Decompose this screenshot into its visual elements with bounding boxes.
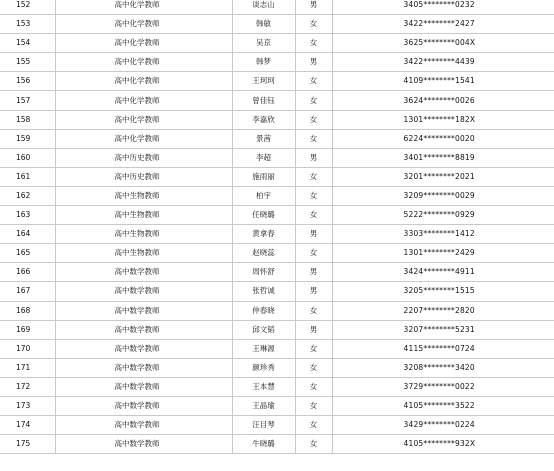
name-cell: 王珂珂 — [232, 72, 295, 91]
row-index-cell: 174 — [0, 416, 55, 435]
table-row — [0, 320, 554, 339]
id-number-cell: 4105********932X — [332, 435, 554, 454]
row-index-cell: 153 — [0, 15, 55, 34]
row-index-cell: 165 — [0, 244, 55, 263]
id-number-cell: 3422********2427 — [332, 15, 554, 34]
gender-cell: 男 — [295, 263, 332, 282]
gender-cell: 男 — [295, 282, 332, 301]
gender-cell: 男 — [295, 320, 332, 339]
position-cell: 高中生物教师 — [55, 206, 232, 225]
id-number-cell: 3424********4911 — [332, 263, 554, 282]
position-cell: 高中化学教师 — [55, 72, 232, 91]
table-row — [0, 72, 554, 91]
gender-cell: 女 — [295, 34, 332, 53]
name-cell: 颜珍秀 — [232, 358, 295, 377]
name-cell: 李嘉欣 — [232, 110, 295, 129]
id-number-cell: 5222********0929 — [332, 206, 554, 225]
table-row — [0, 186, 554, 205]
name-cell: 牛晓璐 — [232, 435, 295, 454]
position-cell: 高中化学教师 — [55, 15, 232, 34]
gender-cell: 女 — [295, 167, 332, 186]
row-index-cell: 161 — [0, 167, 55, 186]
position-cell: 高中数学教师 — [55, 282, 232, 301]
table-row — [0, 282, 554, 301]
position-cell: 高中化学教师 — [55, 129, 232, 148]
table-row — [0, 435, 554, 454]
id-number-cell: 3401********8819 — [332, 148, 554, 167]
gender-cell: 女 — [295, 129, 332, 148]
row-index-cell: 170 — [0, 339, 55, 358]
gender-cell: 女 — [295, 396, 332, 415]
gender-cell: 女 — [295, 416, 332, 435]
gender-cell: 女 — [295, 358, 332, 377]
id-number-cell: 1301********2429 — [332, 244, 554, 263]
row-index-cell: 152 — [0, 0, 55, 15]
position-cell: 高中化学教师 — [55, 91, 232, 110]
name-cell: 王琳源 — [232, 339, 295, 358]
name-cell: 赵晓蕊 — [232, 244, 295, 263]
name-cell: 王本慧 — [232, 377, 295, 396]
table-row — [0, 129, 554, 148]
table-row — [0, 0, 554, 15]
table-row — [0, 15, 554, 34]
table-row — [0, 339, 554, 358]
row-index-cell: 162 — [0, 186, 55, 205]
gender-cell: 男 — [295, 148, 332, 167]
id-number-cell: 3201********2021 — [332, 167, 554, 186]
table-row — [0, 263, 554, 282]
row-index-cell: 171 — [0, 358, 55, 377]
id-number-cell: 4109********1541 — [332, 72, 554, 91]
row-index-cell: 172 — [0, 377, 55, 396]
id-number-cell: 4105********3522 — [332, 396, 554, 415]
table-row — [0, 167, 554, 186]
name-cell: 谈志山 — [232, 0, 295, 15]
gender-cell: 女 — [295, 72, 332, 91]
id-number-cell: 3208********3420 — [332, 358, 554, 377]
row-index-cell: 163 — [0, 206, 55, 225]
table-row — [0, 148, 554, 167]
row-index-cell: 166 — [0, 263, 55, 282]
row-index-cell: 160 — [0, 148, 55, 167]
table-row — [0, 91, 554, 110]
id-number-cell: 3624********0026 — [332, 91, 554, 110]
name-cell: 韩敏 — [232, 15, 295, 34]
table-row — [0, 244, 554, 263]
name-cell: 黄拿春 — [232, 225, 295, 244]
table-row — [0, 358, 554, 377]
id-number-cell: 3625********004X — [332, 34, 554, 53]
table-row — [0, 110, 554, 129]
row-index-cell: 173 — [0, 396, 55, 415]
position-cell: 高中生物教师 — [55, 225, 232, 244]
row-index-cell: 169 — [0, 320, 55, 339]
name-cell: 李超 — [232, 148, 295, 167]
table-row — [0, 416, 554, 435]
position-cell: 高中数学教师 — [55, 377, 232, 396]
id-number-cell: 3303********1412 — [332, 225, 554, 244]
id-number-cell: 3405********0232 — [332, 0, 554, 15]
name-cell: 吴京 — [232, 34, 295, 53]
gender-cell: 女 — [295, 91, 332, 110]
name-cell: 曾佳钰 — [232, 91, 295, 110]
gender-cell: 男 — [295, 53, 332, 72]
id-number-cell: 2207********2820 — [332, 301, 554, 320]
position-cell: 高中历史教师 — [55, 148, 232, 167]
row-index-cell: 156 — [0, 72, 55, 91]
name-cell: 施雨丽 — [232, 167, 295, 186]
id-number-cell: 4115********0724 — [332, 339, 554, 358]
table-row — [0, 225, 554, 244]
table-row — [0, 34, 554, 53]
position-cell: 高中数学教师 — [55, 263, 232, 282]
row-index-cell: 154 — [0, 34, 55, 53]
gender-cell: 女 — [295, 301, 332, 320]
row-index-cell: 157 — [0, 91, 55, 110]
gender-cell: 女 — [295, 339, 332, 358]
position-cell: 高中生物教师 — [55, 186, 232, 205]
gender-cell: 女 — [295, 435, 332, 454]
gender-cell: 女 — [295, 206, 332, 225]
gender-cell: 女 — [295, 186, 332, 205]
gender-cell: 女 — [295, 244, 332, 263]
position-cell: 高中数学教师 — [55, 416, 232, 435]
gender-cell: 女 — [295, 15, 332, 34]
position-cell: 高中数学教师 — [55, 358, 232, 377]
position-cell: 高中数学教师 — [55, 396, 232, 415]
name-cell: 邱文韬 — [232, 320, 295, 339]
row-index-cell: 155 — [0, 53, 55, 72]
id-number-cell: 3205********1515 — [332, 282, 554, 301]
id-number-cell: 3429********0224 — [332, 416, 554, 435]
id-number-cell: 1301********182X — [332, 110, 554, 129]
position-cell: 高中化学教师 — [55, 110, 232, 129]
gender-cell: 女 — [295, 110, 332, 129]
row-index-cell: 168 — [0, 301, 55, 320]
position-cell: 高中化学教师 — [55, 53, 232, 72]
row-index-cell: 167 — [0, 282, 55, 301]
position-cell: 高中数学教师 — [55, 301, 232, 320]
name-cell: 景茜 — [232, 129, 295, 148]
name-cell: 任晓璐 — [232, 206, 295, 225]
position-cell: 高中历史教师 — [55, 167, 232, 186]
row-index-cell: 164 — [0, 225, 55, 244]
name-cell: 张哲诚 — [232, 282, 295, 301]
row-index-cell: 159 — [0, 129, 55, 148]
gender-cell: 女 — [295, 377, 332, 396]
name-cell: 王晶瑜 — [232, 396, 295, 415]
table-row — [0, 53, 554, 72]
row-index-cell: 175 — [0, 435, 55, 454]
position-cell: 高中数学教师 — [55, 320, 232, 339]
gender-cell: 男 — [295, 225, 332, 244]
id-number-cell: 3729********0022 — [332, 377, 554, 396]
name-cell: 周怀舒 — [232, 263, 295, 282]
id-number-cell: 3207********5231 — [332, 320, 554, 339]
table-row — [0, 206, 554, 225]
table-row — [0, 396, 554, 415]
position-cell: 高中数学教师 — [55, 339, 232, 358]
table-row — [0, 377, 554, 396]
name-cell: 韩梦 — [232, 53, 295, 72]
name-cell: 柏宇 — [232, 186, 295, 205]
table-row — [0, 301, 554, 320]
id-number-cell: 3422********4439 — [332, 53, 554, 72]
position-cell: 高中化学教师 — [55, 34, 232, 53]
name-cell: 汪目琴 — [232, 416, 295, 435]
id-number-cell: 3209********0029 — [332, 186, 554, 205]
position-cell: 高中数学教师 — [55, 435, 232, 454]
name-cell: 仲春晓 — [232, 301, 295, 320]
id-number-cell: 6224********0020 — [332, 129, 554, 148]
gender-cell: 男 — [295, 0, 332, 15]
position-cell: 高中化学教师 — [55, 0, 232, 15]
row-index-cell: 158 — [0, 110, 55, 129]
position-cell: 高中生物教师 — [55, 244, 232, 263]
